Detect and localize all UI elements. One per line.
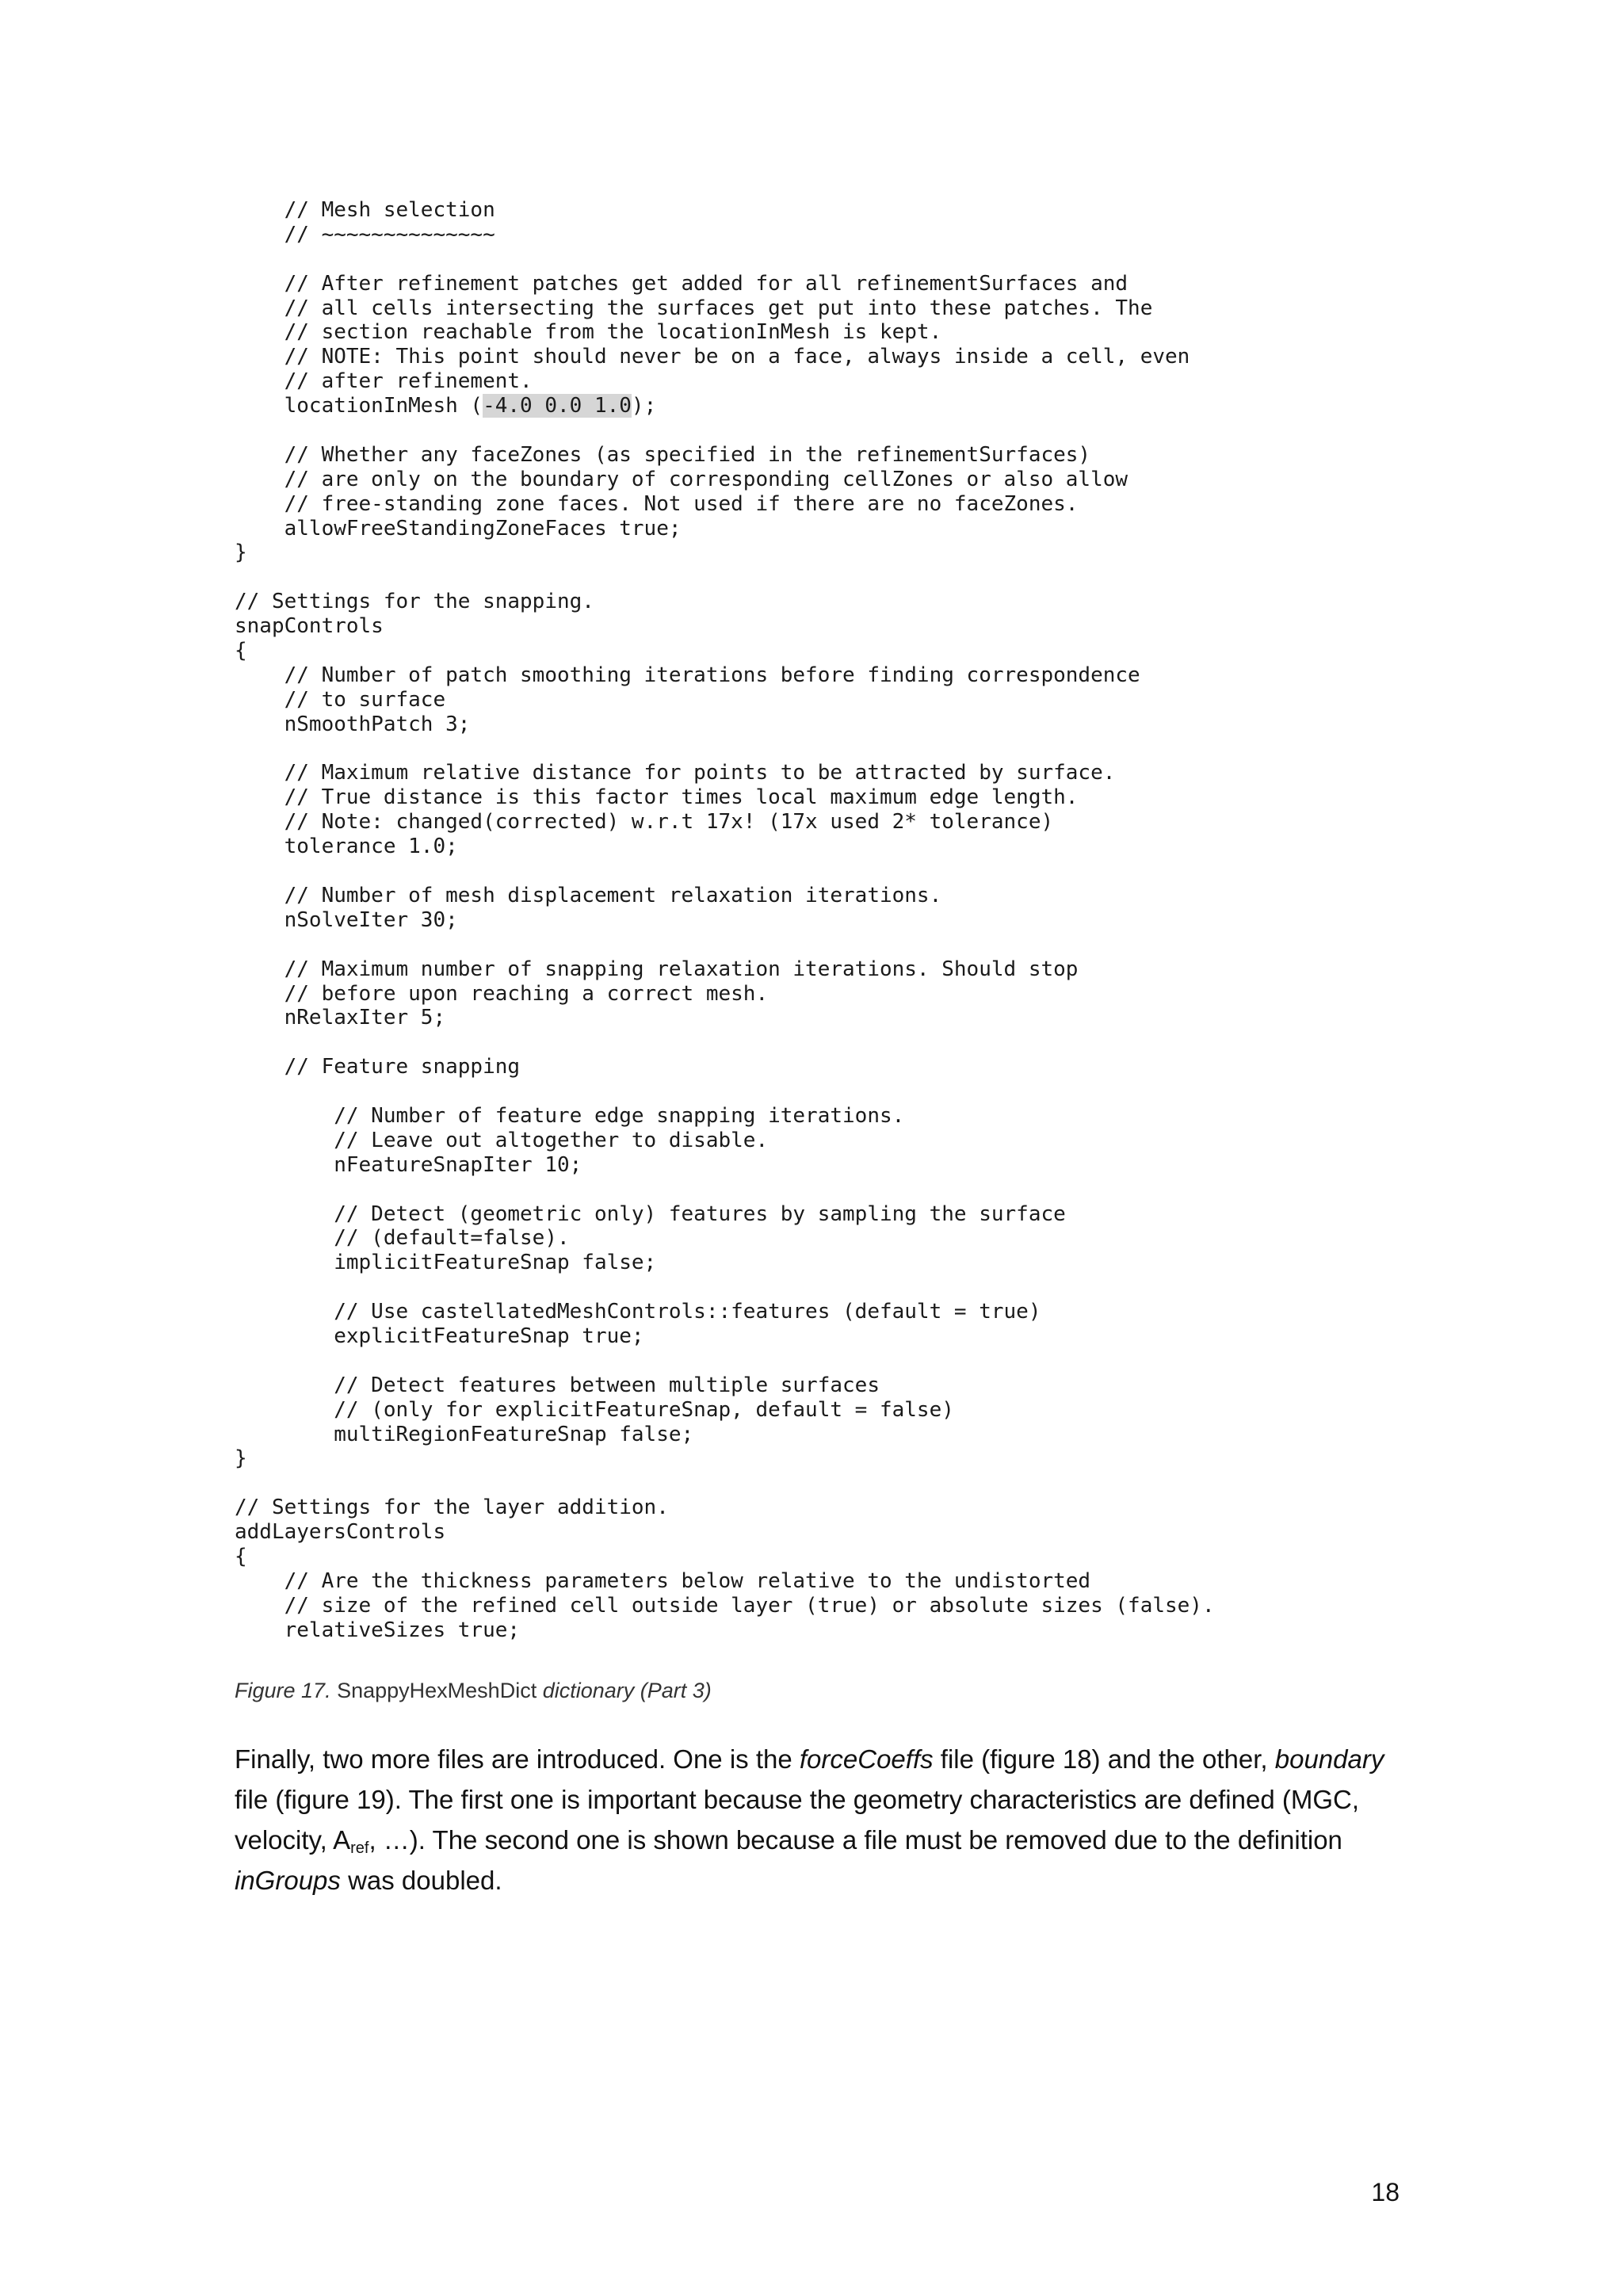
code-line: implicitFeatureSnap false; <box>235 1251 657 1275</box>
code-line <box>235 1275 1344 1300</box>
figure-caption-label: Figure 17. <box>235 1679 331 1702</box>
italic-term: forceCoeffs <box>799 1744 934 1774</box>
location-in-mesh-tail: ); <box>631 394 657 418</box>
code-line: // NOTE: This point should never be on a face, always inside a cell, even <box>235 345 1190 369</box>
highlighted-location-value: -4.0 0.0 1.0 <box>483 394 632 418</box>
code-line: relativeSizes true; <box>235 1618 521 1642</box>
code-line: // (only for explicitFeatureSnap, default = false) <box>235 1397 954 1422</box>
italic-term: boundary <box>1274 1744 1384 1774</box>
code-line: // to surface <box>235 687 446 712</box>
code-line: allowFreeStandingZoneFaces true; <box>235 516 682 541</box>
paragraph-text <box>235 1739 1423 1901</box>
code-line: // all cells intersecting the surfaces get put into these patches. The <box>235 296 1153 320</box>
code-line: // Mesh selection <box>235 198 495 222</box>
code-line <box>235 859 1344 884</box>
figure-caption <box>235 1679 712 1703</box>
code-line: nFeatureSnapIter 10; <box>235 1152 582 1177</box>
code-line-location-in-mesh <box>235 394 1344 418</box>
code-line: // Number of patch smoothing iterations before finding correspondence <box>235 663 1140 687</box>
code-line <box>235 1178 1344 1202</box>
code-line: // Maximum relative distance for points to be attracted by surface. <box>235 761 1116 785</box>
text-span: , …). The second one is shown because a file must be removed due to the definition <box>369 1825 1342 1855</box>
code-line: // free-standing zone faces. Not used if there are no faceZones. <box>235 491 1079 516</box>
code-line: // Note: changed(corrected) w.r.t 17x! (17x used 2* tolerance) <box>235 810 1054 835</box>
figure-caption-description: dictionary (Part 3) <box>542 1679 712 1702</box>
code-line: // After refinement patches get added for all refinementSurfaces and <box>235 271 1128 296</box>
code-line: { <box>235 1544 247 1568</box>
code-line: // Detect (geometric only) features by sampling the surface <box>235 1201 1066 1226</box>
code-line: // Are the thickness parameters below relative to the undistorted <box>235 1568 1091 1593</box>
text-span: Finally, two more files are introduced. One is the <box>235 1744 800 1774</box>
code-line: { <box>235 639 247 663</box>
code-line: explicitFeatureSnap true; <box>235 1324 644 1348</box>
subscript: ref <box>350 1839 369 1857</box>
code-line: // Leave out altogether to disable. <box>235 1128 769 1152</box>
code-line: // section reachable from the locationInMesh is kept. <box>235 320 942 345</box>
code-line <box>235 1471 1344 1496</box>
code-line: // before upon reaching a correct mesh. <box>235 981 769 1006</box>
code-line: // Number of mesh displacement relaxation iterations. <box>235 883 942 907</box>
code-line: // (default=false). <box>235 1226 570 1251</box>
code-line <box>235 737 1344 762</box>
code-line <box>235 565 1344 590</box>
code-line <box>235 1349 1344 1373</box>
code-listing <box>235 198 1344 1643</box>
code-line <box>235 418 1344 443</box>
location-in-mesh-key: locationInMesh ( <box>235 394 483 418</box>
code-line: // after refinement. <box>235 369 533 394</box>
code-line: nSmoothPatch 3; <box>235 712 471 736</box>
code-line: // Use castellatedMeshControls::features (default = true) <box>235 1300 1041 1324</box>
code-line: addLayersControls <box>235 1520 446 1545</box>
code-line: } <box>235 1446 247 1471</box>
text-span: was doubled. <box>340 1866 502 1895</box>
code-line: snapControls <box>235 614 384 639</box>
code-line: } <box>235 541 247 565</box>
code-line <box>235 1030 1344 1055</box>
code-line: // Settings for the snapping. <box>235 590 594 614</box>
italic-term: inGroups <box>235 1866 341 1895</box>
code-line: // are only on the boundary of corresponding cellZones or also allow <box>235 467 1128 491</box>
code-line: multiRegionFeatureSnap false; <box>235 1422 694 1446</box>
page-number: 18 <box>1371 2178 1400 2206</box>
code-line: // Settings for the layer addition. <box>235 1496 669 1520</box>
code-line <box>235 1079 1344 1104</box>
code-line: nRelaxIter 5; <box>235 1006 446 1030</box>
text-span: file (figure 18) and the other, <box>933 1744 1275 1774</box>
code-line: // size of the refined cell outside layer (true) or absolute sizes (false). <box>235 1593 1215 1618</box>
code-line: tolerance 1.0; <box>235 835 458 859</box>
code-line: // Number of feature edge snapping iterations. <box>235 1103 905 1128</box>
code-line: // Maximum number of snapping relaxation iterations. Should stop <box>235 957 1079 981</box>
code-line: nSolveIter 30; <box>235 907 458 932</box>
code-line <box>235 933 1344 957</box>
code-line: // Whether any faceZones (as specified in the refinementSurfaces) <box>235 442 1091 467</box>
code-line: // True distance is this factor times local maximum edge length. <box>235 785 1079 810</box>
code-line: // ~~~~~~~~~~~~~~ <box>235 222 495 246</box>
text-span: file (figure 19). The first one is important because the geometry characteristics are defined (MGC, velocity, A <box>235 1785 1360 1855</box>
code-line: // Feature snapping <box>235 1055 521 1079</box>
body-paragraph <box>235 1739 1423 1901</box>
code-line <box>235 247 1344 272</box>
figure-caption-filename: SnappyHexMeshDict <box>330 1679 543 1702</box>
code-line: // Detect features between multiple surfaces <box>235 1373 880 1397</box>
